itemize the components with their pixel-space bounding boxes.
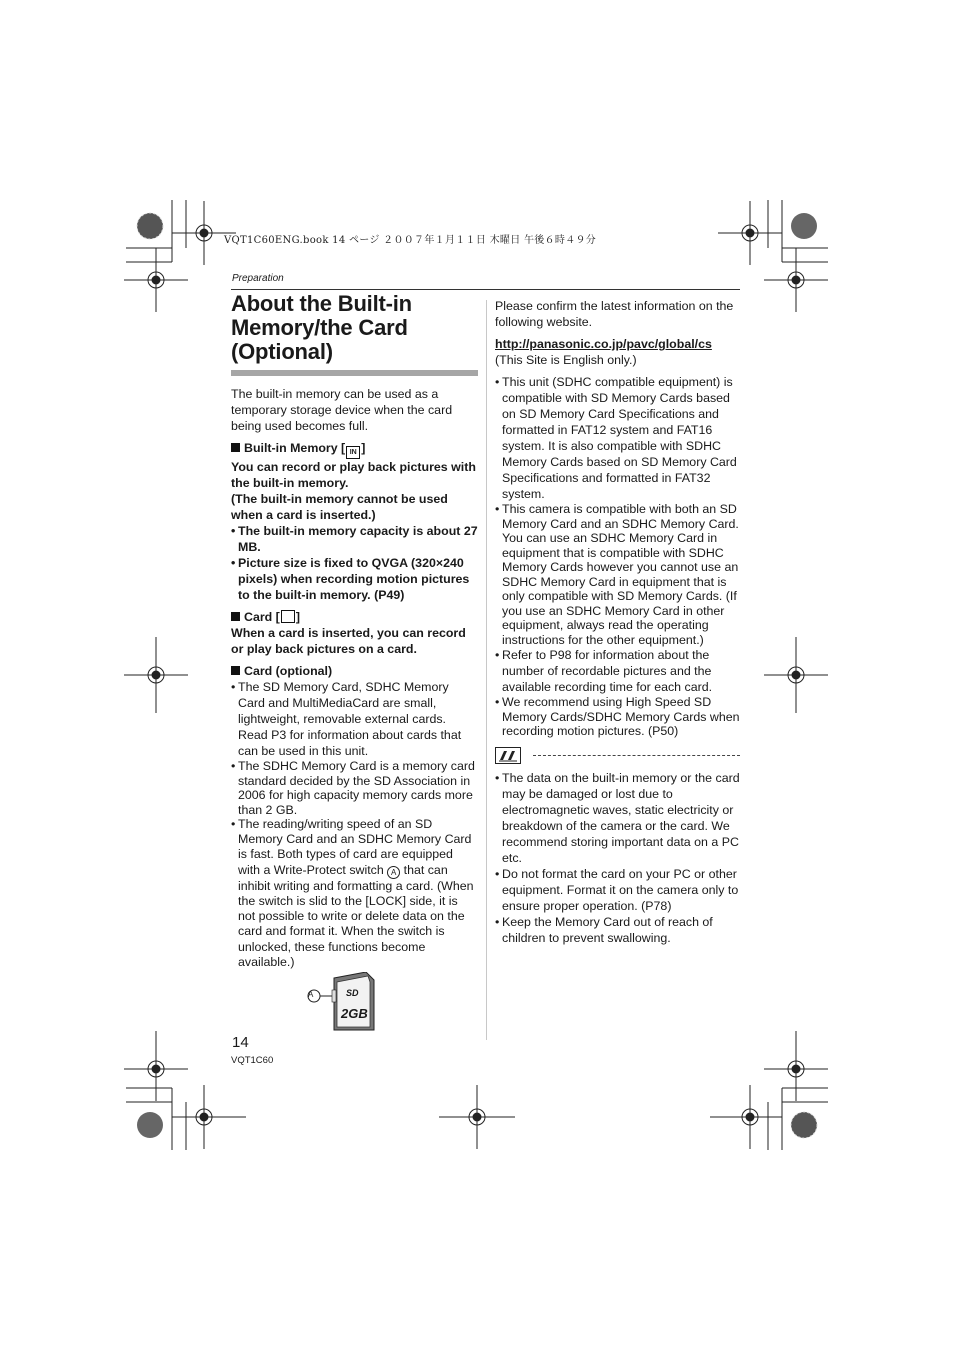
compat-bullet: • This camera is compatible with both an SD Memory Card and an SDHC Memory Card. You can use an SDHC Memory Card in equipment that is compatible with SDHC Memory Cards however you cannot use an SDHC Memory Card in equipment that is only compatible with SD Memory Cards. (If you use an SDHC Memory Card in other equipment, always read the operating instructions for the other equipment.)	[495, 502, 740, 647]
card-bullet: • The SD Memory Card, SDHC Memory Card and MultiMediaCard are small, lightweight, removable external cards. Read P3 for information about cards that can be used in this unit.	[231, 679, 478, 759]
sd-card-illustration	[306, 972, 386, 1034]
right-column	[495, 298, 740, 946]
column-divider	[486, 300, 487, 1040]
card-icon	[281, 610, 295, 623]
site-note: (This Site is English only.)	[495, 353, 637, 367]
compat-bullet: • Refer to P98 for information about the number of recordable pictures and the available recording time for each card.	[495, 647, 740, 695]
square-bullet-icon	[231, 666, 240, 675]
support-link[interactable]: http://panasonic.co.jp/pavc/global/cs	[495, 337, 712, 351]
marker-a-icon: A	[387, 866, 400, 879]
card-line: When a card is inserted, you can record or play back pictures on a card.	[231, 626, 466, 656]
square-bullet-icon	[231, 443, 240, 452]
builtin-memory-heading: Built-in Memory [ IN ]	[231, 440, 478, 459]
compat-bullet: • We recommend using High Speed SD Memory Cards/SDHC Memory Cards when recording motion pictures. (P50)	[495, 695, 740, 739]
card-bullet: • The SDHC Memory Card is a memory card standard decided by the SD Association in 2006 for high capacity memory cards more than 2 GB.	[231, 759, 478, 817]
note-bullet: • The data on the built-in memory or the card may be damaged or lost due to electromagnetic waves, static electricity or breakdown of the camera or the card. We recommend storing important data on a PC etc.	[495, 770, 740, 866]
built-in-memory-icon: IN	[346, 446, 360, 459]
builtin-bullet: • Picture size is fixed to QVGA (320×240 pixels) when recording motion pictures to the built-in memory. (P49)	[231, 555, 478, 603]
note-icon	[495, 747, 521, 764]
note-bullet: • Do not format the card on your PC or other equipment. Format it on the camera only to ensure proper operation. (P78)	[495, 866, 740, 914]
left-column	[231, 292, 478, 970]
card-bullet-write-protect: • The reading/writing speed of an SD Memory Card and an SDHC Memory Card is fast. Both types of card are equipped with a Write-Protect switch A that can inhibit writing and formatting a card. (When the switch is slid to the [LOCK] side, it is not possible to write or delete data on the card and format it. When the switch is unlocked, these functions become available.)	[231, 817, 478, 970]
note-bullet: • Keep the Memory Card out of reach of children to prevent swallowing.	[495, 914, 740, 946]
compat-bullet: • This unit (SDHC compatible equipment) is compatible with SD Memory Cards based on SD Memory Card Specifications and formatted in FAT12 system and FAT16 system. It is also compatible with SDHC Memory Cards based on SD Memory Card Specifications and formatted in FAT32 system.	[495, 374, 740, 502]
sd-card-figure	[306, 972, 386, 1039]
page-number: 14	[232, 1034, 249, 1051]
page-title: About the Built-in Memory/the Card (Optional)	[231, 291, 412, 364]
title-underline	[231, 370, 478, 376]
confirm-text: Please confirm the latest information on the following website.	[495, 299, 734, 329]
file-header: VQT1C60ENG.book 14 ページ ２００７年１月１１日 木曜日 午後６時４９分	[224, 235, 597, 246]
builtin-bullet: • The built-in memory capacity is about 27 MB.	[231, 523, 478, 555]
square-bullet-icon	[231, 612, 240, 621]
card-heading: Card [ ]	[231, 609, 478, 625]
dashed-rule	[533, 755, 740, 756]
model-code: VQT1C60	[231, 1055, 274, 1066]
sd-logo: SD	[346, 988, 359, 998]
card-optional-heading: Card (optional)	[231, 663, 478, 679]
card-capacity-label: 2GB	[341, 1006, 368, 1021]
figure-marker: A	[308, 990, 314, 999]
section-label: Preparation	[232, 273, 284, 284]
header-rule	[231, 289, 740, 290]
builtin-line: (The built-in memory cannot be used when a card is inserted.)	[231, 492, 448, 522]
note-divider	[495, 747, 740, 764]
builtin-line: You can record or play back pictures with the built-in memory.	[231, 460, 476, 490]
intro-text: The built-in memory can be used as a temporary storage device when the card being used becomes full.	[231, 387, 453, 433]
